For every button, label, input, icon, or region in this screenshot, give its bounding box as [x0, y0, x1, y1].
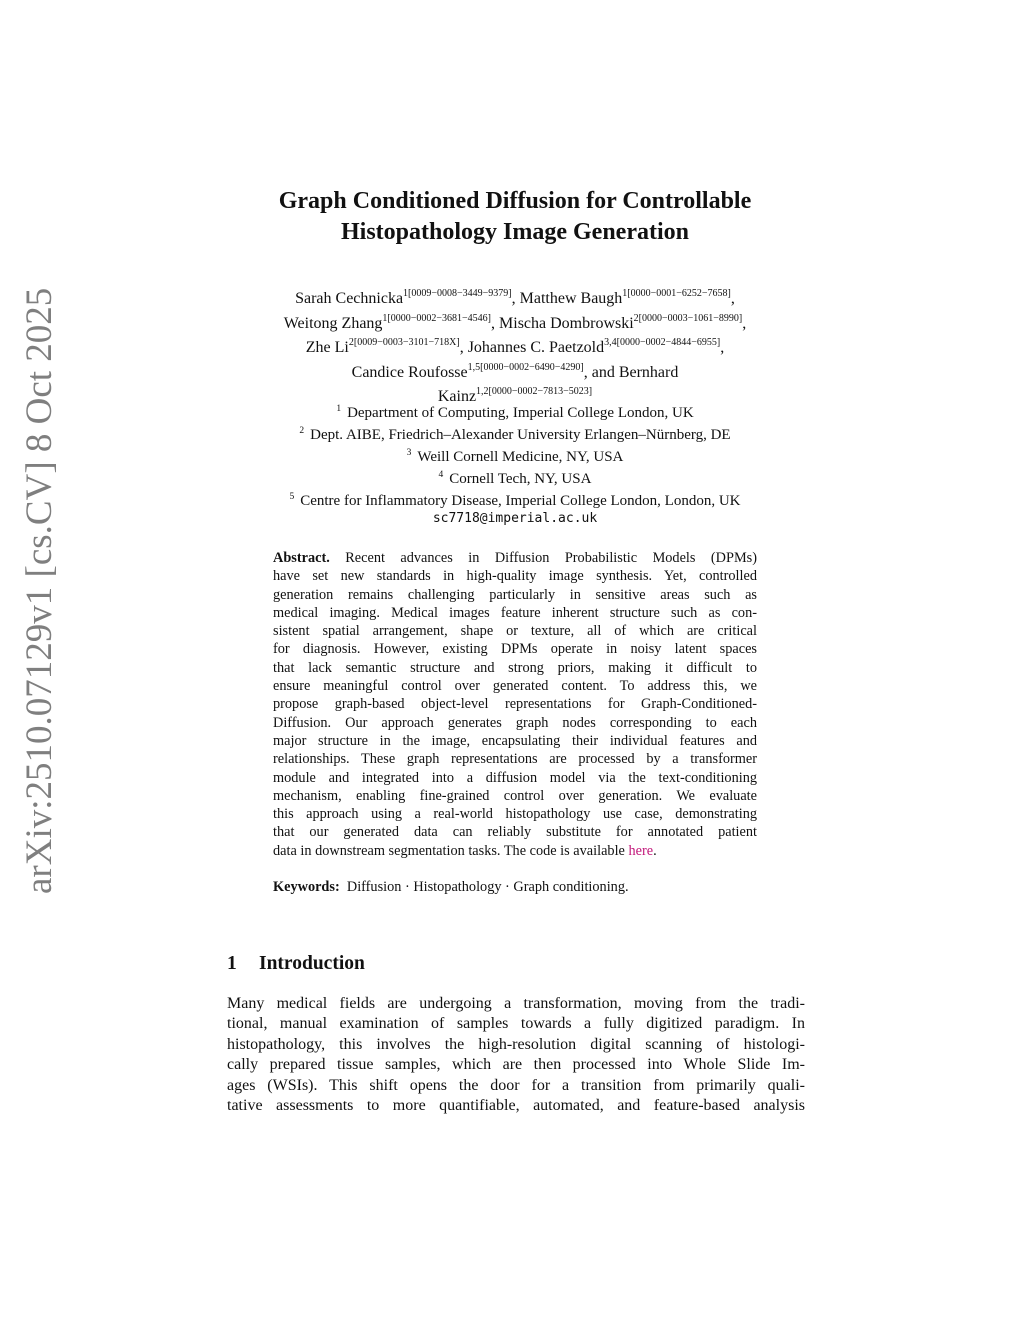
abstract-text: . — [653, 842, 657, 859]
affiliation-text: Centre for Inflammatory Disease, Imperial College London, London, UK — [300, 493, 741, 509]
author-name: Weitong Zhang — [283, 314, 383, 332]
author-orcid: 1,5[0000−0002−6490−4290] — [467, 361, 584, 373]
affiliation-number: 2 — [299, 426, 305, 436]
affiliation-1 — [210, 400, 820, 422]
author-orcid: 2[0009−0003−3101−718X] — [348, 337, 460, 348]
affiliation-2 — [210, 422, 820, 444]
author-name: Kainz — [437, 388, 477, 405]
author-orcid: 1[0000−0002−3681−4546] — [382, 312, 492, 324]
abstract-line: generation remains challenging particularly in sensitive areas such as — [273, 586, 757, 603]
affiliation-number: 5 — [289, 492, 295, 502]
author-orcid: 3,4[0000−0002−4844−6955] — [604, 337, 721, 348]
paragraph-line: Many medical fields are undergoing a transformation, moving from the tradi- — [227, 995, 805, 1012]
paragraph-line: cally prepared tissue samples, which are then processed into Whole Slide Im- — [227, 1056, 805, 1074]
abstract-line: have set new standards in high-quality image synthesis. Yet, controlled — [273, 568, 757, 585]
keywords-text: Diffusion · Histopathology · Graph conditioning. — [346, 879, 629, 895]
paragraph-line: ages (WSIs). This shift opens the door for a transition from primarily quali- — [227, 1076, 805, 1094]
affiliations — [210, 400, 820, 528]
paragraph-line: tional, manual examination of samples towards a fully digitized paradigm. In — [227, 1015, 805, 1033]
author-name: , Mischa Dombrowski — [491, 314, 634, 332]
author-name: , and Bernhard — [583, 363, 679, 381]
section-title: Introduction — [259, 953, 365, 974]
paragraph-line: tative assessments to more quantifiable, automated, and feature-based analysis — [227, 1097, 805, 1115]
author-name: , Matthew Baugh — [511, 290, 623, 307]
affiliation-3 — [210, 444, 820, 466]
affiliation-5 — [210, 488, 820, 510]
paper-title — [200, 186, 830, 248]
abstract-line: this approach using a real-world histopathology use case, demonstrating — [273, 806, 757, 823]
author-orcid: 1,2[0000−0002−7813−5023] — [476, 386, 593, 397]
paragraph-line: histopathology, this involves the high-resolution digital scanning of histologi- — [227, 1035, 805, 1053]
title-line-1: Graph Conditioned Diffusion for Controllable — [278, 188, 752, 214]
abstract-line: major structure in the image, encapsulating their individual features and — [273, 732, 757, 749]
introduction-paragraph — [227, 994, 805, 1116]
affiliation-text: Weill Cornell Medicine, NY, USA — [417, 449, 624, 465]
affiliation-text: Dept. AIBE, Friedrich–Alexander University Erlangen–Nürnberg, DE — [310, 427, 731, 443]
abstract-line: mechanism, enabling fine-grained control over generation. We evaluate — [273, 787, 757, 804]
abstract-line — [273, 549, 757, 567]
affiliation-text: Department of Computing, Imperial College London, UK — [347, 405, 694, 421]
abstract-text: data in downstream segmentation tasks. The code is available — [273, 842, 629, 859]
author-name: Zhe Li — [305, 339, 349, 356]
keywords-label: Keywords: — [273, 879, 340, 895]
abstract-line: Diffusion. Our approach generates graph nodes corresponding to each — [273, 714, 757, 731]
abstract-line: sistent spatial arrangement, shape or texture, all of which are critical — [273, 623, 757, 640]
abstract-line: that our generated data can reliably substitute for annotated patient — [273, 824, 757, 841]
author-name: Sarah Cechnicka — [295, 290, 404, 307]
abstract-line: relationships. These graph representations are processed by a transformer — [273, 751, 757, 768]
keywords — [273, 878, 757, 896]
title-line-2: Histopathology Image Generation — [341, 219, 689, 245]
abstract — [273, 549, 757, 860]
author-list — [210, 284, 820, 407]
author-orcid: 2[0000−0003−1061−8990] — [633, 312, 743, 324]
author-line-1 — [210, 284, 820, 309]
affiliation-4 — [210, 466, 820, 488]
author-name: Candice Roufosse — [351, 363, 468, 381]
author-line-3 — [210, 333, 820, 358]
abstract-line: ensure meaningful control over generated content. To address this, we — [273, 678, 757, 695]
section-number: 1 — [227, 953, 237, 974]
affiliation-number: 4 — [438, 470, 444, 480]
abstract-line: that lack semantic structure and strong priors, making it difficult to — [273, 659, 757, 676]
abstract-line: module and integrated into a diffusion model via the text-conditioning — [273, 769, 757, 786]
abstract-line — [273, 842, 757, 860]
abstract-line: medical imaging. Medical images feature inherent structure such as con- — [273, 604, 757, 621]
abstract-text: Recent advances in Diffusion Probabilistic Models (DPMs) — [345, 550, 757, 566]
section-heading — [227, 953, 365, 975]
author-orcid: 1[0009−0008−3449−9379] — [403, 288, 512, 299]
corresponding-email: sc7718@imperial.ac.uk — [432, 511, 598, 526]
code-link[interactable]: here — [628, 842, 654, 859]
author-separator: , — [730, 290, 735, 307]
author-orcid: 1[0000−0001−6252−7658] — [622, 288, 731, 299]
author-line-2 — [210, 309, 820, 334]
author-separator: , — [720, 339, 725, 356]
author-line-4 — [210, 358, 820, 383]
abstract-line: for diagnosis. However, existing DPMs operate in noisy latent spaces — [273, 641, 757, 658]
affiliation-number: 1 — [336, 404, 342, 414]
author-separator: , — [742, 314, 747, 332]
author-name: , Johannes C. Paetzold — [459, 339, 605, 356]
arxiv-identifier-stamp: arXiv:2510.07129v1 [cs.CV] 8 Oct 2025 — [19, 287, 60, 894]
abstract-line: propose graph-based object-level representations for Graph-Conditioned- — [273, 696, 757, 713]
abstract-label: Abstract. — [273, 550, 330, 566]
affiliation-number: 3 — [406, 448, 412, 458]
affiliation-text: Cornell Tech, NY, USA — [449, 471, 592, 487]
